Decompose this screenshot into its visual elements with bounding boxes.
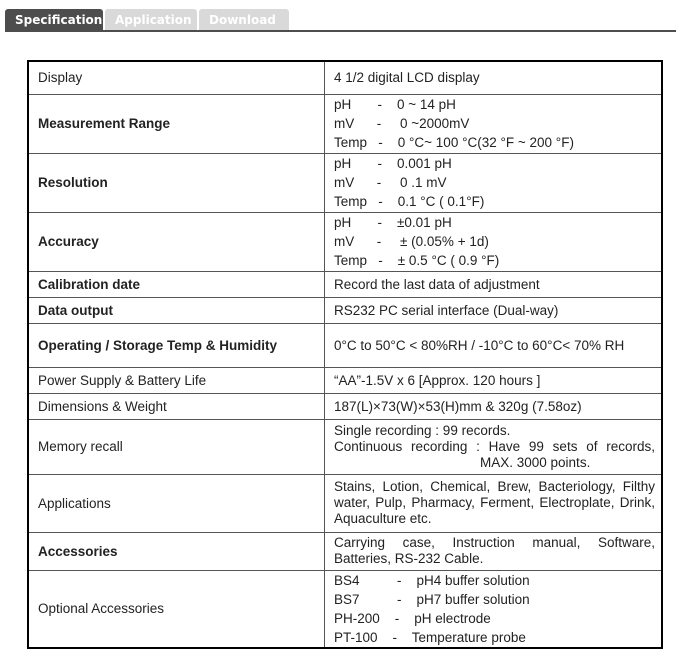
spec-value: Carrying case, Instruction manual, Software, Batteries, RS-232 Cable. bbox=[325, 532, 663, 570]
spec-label: Applications bbox=[28, 474, 325, 532]
spec-label: Optional Accessories bbox=[28, 570, 325, 648]
table-row bbox=[28, 393, 662, 419]
spec-label: Calibration date bbox=[28, 271, 325, 297]
tab-application[interactable]: Application bbox=[105, 9, 197, 31]
table-row bbox=[28, 61, 662, 94]
spec-value bbox=[325, 94, 663, 153]
spec-value: Record the last data of adjustment bbox=[325, 271, 663, 297]
spec-value: RS232 PC serial interface (Dual-way) bbox=[325, 297, 663, 323]
spec-line: PH-200 - pH electrode bbox=[334, 610, 491, 626]
spec-line: mV - ± (0.05% + 1d) bbox=[334, 234, 489, 249]
tab-underline bbox=[5, 30, 676, 32]
tab-download[interactable]: Download bbox=[199, 9, 289, 31]
specification-table bbox=[27, 60, 663, 649]
spec-line: Continuous recording : Have 99 sets of records, bbox=[334, 438, 655, 454]
table-row bbox=[28, 297, 662, 323]
spec-line: Temp - 0.1 °C ( 0.1°F) bbox=[334, 194, 485, 209]
spec-line: mV - 0 .1 mV bbox=[334, 175, 447, 190]
spec-label: Power Supply & Battery Life bbox=[28, 367, 325, 393]
spec-line: PT-100 - Temperature probe bbox=[334, 629, 526, 645]
spec-value bbox=[325, 153, 663, 212]
spec-label: Display bbox=[28, 61, 325, 94]
spec-line: BS7 - pH7 buffer solution bbox=[334, 591, 530, 607]
spec-line: mV - 0 ~2000mV bbox=[334, 116, 470, 131]
tab-bar bbox=[5, 9, 291, 31]
spec-label: Operating / Storage Temp & Humidity bbox=[28, 323, 325, 367]
spec-value bbox=[325, 570, 663, 648]
spec-value bbox=[325, 419, 663, 474]
spec-line: Single recording : 99 records. bbox=[334, 422, 511, 438]
spec-label: Resolution bbox=[28, 153, 325, 212]
spec-value: 0°C to 50°C < 80%RH / -10°C to 60°C< 70% RH bbox=[325, 323, 663, 367]
spec-value: 4 1/2 digital LCD display bbox=[325, 61, 663, 94]
table-row bbox=[28, 212, 662, 271]
table-row bbox=[28, 153, 662, 212]
spec-label: Accuracy bbox=[28, 212, 325, 271]
spec-value: Stains, Lotion, Chemical, Brew, Bacteriology, Filthy water, Pulp, Pharmacy, Ferment, Electroplate, Drink, Aquaculture etc. bbox=[325, 474, 663, 532]
spec-line: Temp - ± 0.5 °C ( 0.9 °F) bbox=[334, 253, 500, 268]
table-row bbox=[28, 94, 662, 153]
spec-label: Data output bbox=[28, 297, 325, 323]
spec-line: Temp - 0 °C~ 100 °C(32 °F ~ 200 °F) bbox=[334, 135, 574, 150]
table-row bbox=[28, 323, 662, 367]
table-row bbox=[28, 532, 662, 570]
spec-value: 187(L)×73(W)×53(H)mm & 320g (7.58oz) bbox=[325, 393, 663, 419]
spec-line: pH - ±0.01 pH bbox=[334, 215, 452, 230]
spec-label: Measurement Range bbox=[28, 94, 325, 153]
table-row bbox=[28, 474, 662, 532]
table-row bbox=[28, 367, 662, 393]
spec-line: pH - 0 ~ 14 pH bbox=[334, 97, 456, 112]
spec-value: “AA”-1.5V x 6 [Approx. 120 hours ] bbox=[325, 367, 663, 393]
spec-label: Accessories bbox=[28, 532, 325, 570]
spec-label: Memory recall bbox=[28, 419, 325, 474]
spec-label: Dimensions & Weight bbox=[28, 393, 325, 419]
table-row bbox=[28, 570, 662, 648]
table-row bbox=[28, 419, 662, 474]
tab-specification[interactable]: Specification bbox=[5, 9, 103, 31]
spec-line: MAX. 3000 points. bbox=[480, 454, 591, 470]
table-row bbox=[28, 271, 662, 297]
spec-line: BS4 - pH4 buffer solution bbox=[334, 572, 530, 588]
spec-value bbox=[325, 212, 663, 271]
spec-line: pH - 0.001 pH bbox=[334, 156, 452, 171]
